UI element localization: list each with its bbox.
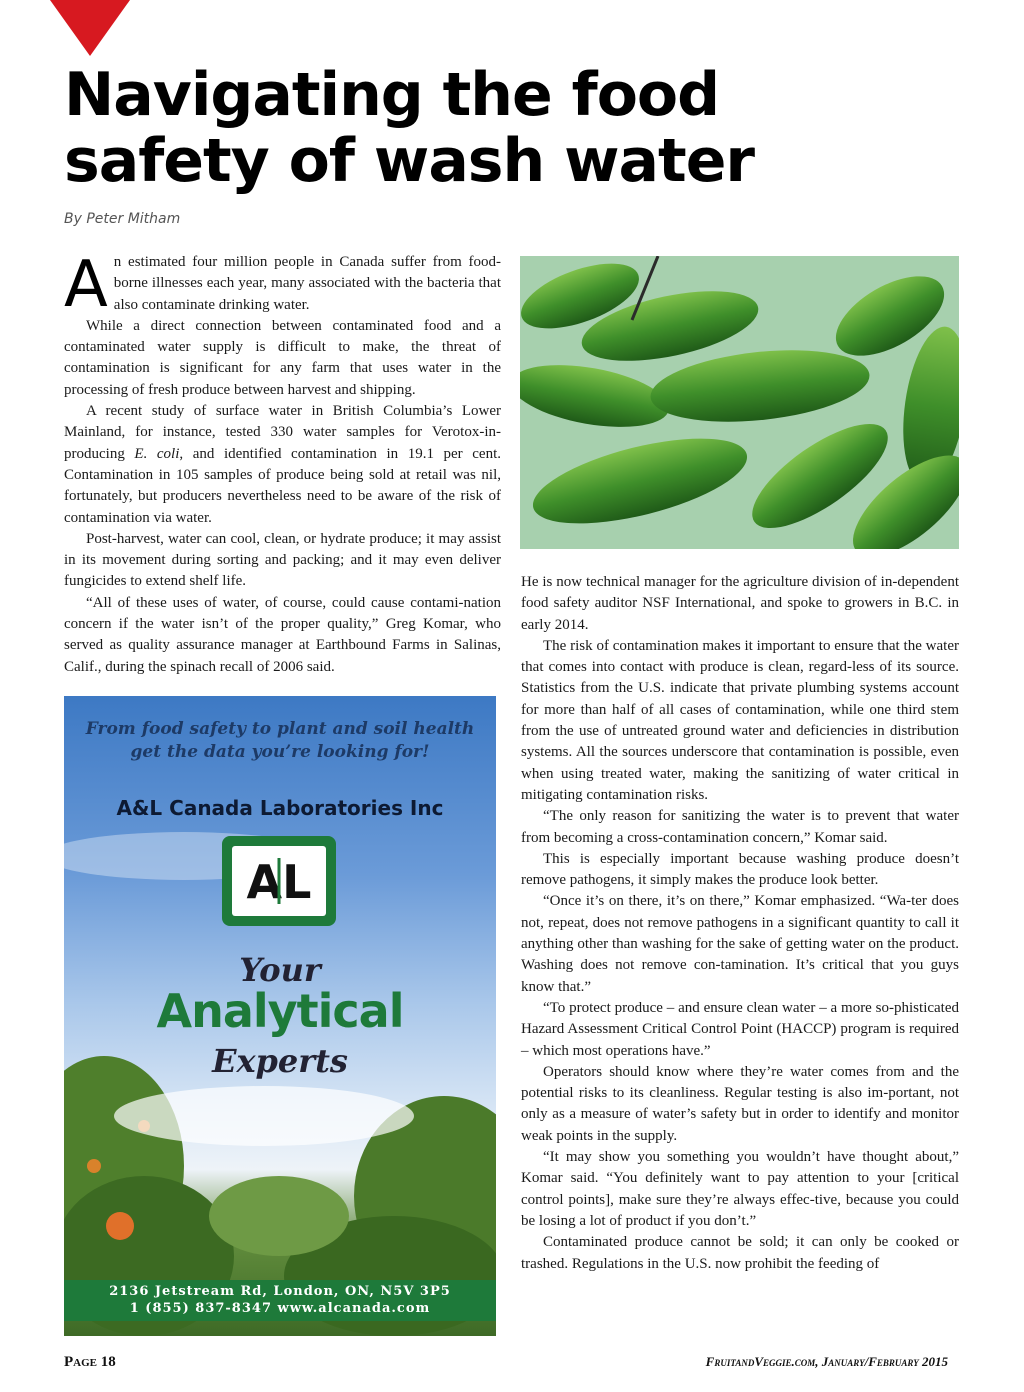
ad-tagline-line-1: From food safety to plant and soil health: [85, 719, 475, 739]
article-paragraph-13: “It may show you something you wouldn’t have thought about,” Komar said. “You definitely want to pay attention to your [critical control points], make sure they’re always effec-tive, because you could be losing a lot of product if you don’t.”: [521, 1149, 959, 1229]
ad-analytical: Analytical: [156, 984, 404, 1038]
ad-phone-web[interactable]: 1 (855) 837-8347 www.alcanada.com: [129, 1301, 431, 1316]
article-paragraph-4: Post-harvest, water can cool, clean, or hydrate produce; it may assist in its movement during sorting and packing; and it may even deliver fungicides to extend shelf life.: [64, 530, 501, 590]
article-paragraph-6: He is now technical manager for the agriculture division of in-dependent food safety auditor NSF International, and spoke to growers in B.C. in early 2014.: [521, 574, 959, 633]
tree-foliage: [209, 1176, 349, 1256]
cucumbers-in-wash-water-photo: [520, 256, 959, 549]
article-paragraph-12: Operators should know where they’re water comes from and the potential risks to its cleanliness. Regular testing is also im-portant, not only as a measure of water’s safety but in order to identify and monitor weak points in the supply.: [521, 1063, 959, 1144]
title-line-2: safety of wash water: [64, 126, 755, 196]
ad-contact-bar: [64, 1280, 496, 1321]
article-paragraph-10: “Once it’s on there, it’s on there,” Komar emphasized. “Wa-ter does not, repeat, does not remove pathogens in a significant quantity to call it anything other than washing for the sake of getting water on the product. Washing does not remove con-tamination. It’s critical that you guys know that.”: [521, 893, 959, 995]
article-paragraph-1: [64, 252, 501, 316]
al-logo-icon: [232, 846, 326, 916]
cloud: [114, 1086, 414, 1146]
al-logo: [222, 836, 336, 926]
paragraph-text: A recent study of surface water in British Columbia’s Lower Mainland, for instance, tested 330 water samples for Verotox-in-producing: [64, 403, 501, 462]
ad-address: 2136 Jetstream Rd, London, ON, N5V 3P5: [109, 1284, 451, 1299]
apple: [106, 1212, 134, 1240]
article-column-left: [64, 252, 501, 678]
article-paragraph-14: Contaminated produce cannot be sold; it can only be cooked or trashed. Regulations in the U.S. now prohibit the feeding of: [521, 1234, 959, 1272]
article-paragraph-5: “All of these uses of water, of course, could cause contami-nation concern if the water isn’t of the proper quality,” Greg Komar, who served as quality assurance manager at Earthbound Farms in Salinas, Calif., during the spinach recall of 2006 said.: [64, 594, 501, 675]
page-number: Page 18: [64, 1354, 116, 1370]
ad-your: Your: [239, 951, 321, 989]
paragraph-text: n estimated four million people in Canada suffer from food-borne illnesses each year, many associated with the bacteria that also contaminate drinking water.: [113, 254, 501, 313]
byline: By Peter Mitham: [64, 211, 181, 227]
article-paragraph-11: “To protect produce – and ensure clean water – a more so-phisticated Hazard Assessment Critical Control Point (HACCP) program is required – which most operations have.”: [521, 999, 959, 1059]
drop-cap: A: [64, 252, 108, 316]
ad-company-name: A&L Canada Laboratories Inc: [116, 796, 444, 820]
italic-term: E. coli: [134, 445, 180, 462]
cucumbers-illustration: [520, 256, 959, 549]
apple: [87, 1159, 101, 1173]
al-logo-text: AL: [246, 855, 312, 909]
article-paragraph-7: The risk of contamination makes it important to ensure that the water that comes into contact with produce is clean, regard-less of its source. Statistics from the U.S. indicate that private plumbing systems account for more than half of all cases of contamination, while one third stem from the use of untreated ground water and deficiencies in distribution systems. All the sources underscore that contamination is possible, even when using treated water, making the sanitizing of water critical in mitigating contamination risks.: [521, 637, 959, 803]
title-line-1: Navigating the food: [64, 60, 720, 130]
ad-tagline: [64, 718, 496, 764]
article-paragraph-2: While a direct connection between contaminated food and a contaminated water supply is difficult to make, the threat of contamination is significant for any farm that uses water in the processing of fresh produce between harvest and shipping.: [64, 317, 501, 398]
paragraph-text: , and identified contamination in 19.1 per cent. Contamination in 105 samples of produce being sold at retail was nil, fortunately, but producers nevertheless need to be aware of the risk of contamination via water.: [64, 445, 501, 526]
advertisement-al-canada[interactable]: [64, 696, 496, 1336]
article-paragraph-3: [64, 401, 501, 529]
article-paragraph-8: “The only reason for sanitizing the water is to prevent that water from becoming a cross-contamination concern,” Komar said.: [521, 808, 959, 846]
article-title: [64, 62, 964, 194]
article-paragraph-9: This is especially important because washing produce doesn’t remove pathogens, it simply makes the produce look better.: [521, 850, 959, 889]
article-column-right: [521, 572, 959, 1275]
al-logo-inner: [232, 846, 326, 916]
ad-tagline-line-2: get the data you’re looking for!: [130, 742, 430, 762]
ad-experts: Experts: [212, 1042, 348, 1080]
publication-footer: FruitandVeggie.com, January/February 2015: [705, 1354, 948, 1369]
corner-triangle-decoration: [50, 0, 130, 56]
